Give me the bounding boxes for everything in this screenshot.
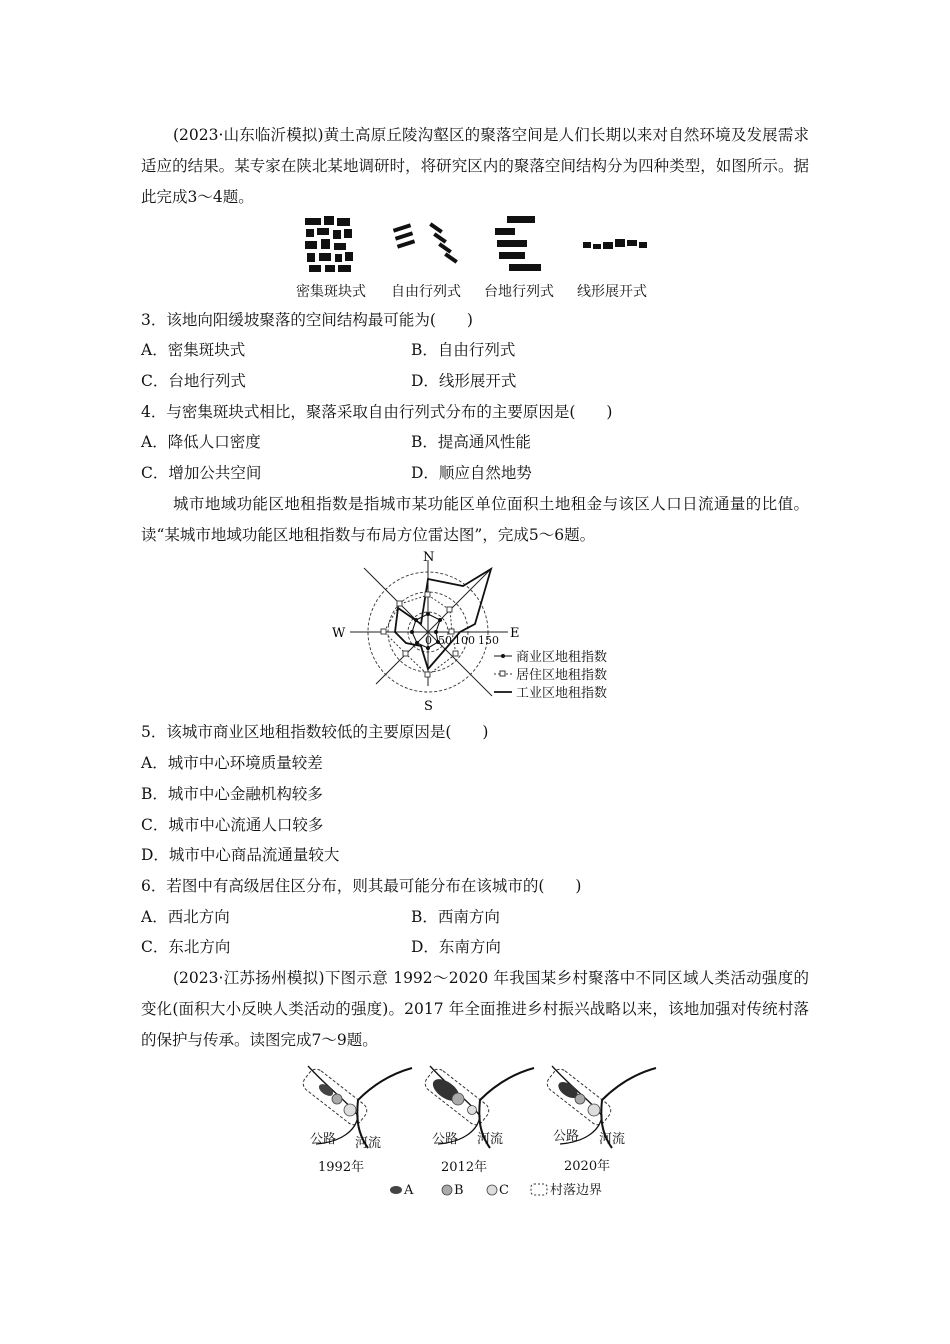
year-label-2012: 2012年 <box>441 1160 488 1175</box>
option-b[interactable]: B．城市中心金融机构较多 <box>141 785 323 803</box>
dense-patch-pattern <box>305 216 353 272</box>
radar-west-label: W <box>332 626 346 641</box>
question-6-options-row-1 <box>141 902 809 932</box>
option-c[interactable]: C．增加公共空间 <box>141 464 262 482</box>
radar-tick-0: 0 <box>425 634 432 647</box>
legend-boundary-label: 村落边界 <box>550 1183 603 1198</box>
option-c[interactable]: C．台地行列式 <box>141 372 246 390</box>
question-5-stem: 5．该城市商业区地租指数较低的主要原因是( ) <box>141 723 489 741</box>
fig1-label-linear: 线形展开式 <box>577 284 647 300</box>
question-4-options-row-2 <box>141 458 809 488</box>
radar-tick-50: 50 <box>438 634 452 647</box>
area-b-marker <box>332 1094 342 1104</box>
road-label-1992: 公路 <box>310 1132 337 1147</box>
option-d[interactable]: D．城市中心商品流通量较大 <box>141 846 340 864</box>
option-b[interactable]: B．提高通风性能 <box>411 433 531 451</box>
legend-commercial: 商业区地租指数 <box>516 650 608 665</box>
legend-a-label: A <box>404 1183 414 1198</box>
road-label-2012: 公路 <box>432 1132 459 1147</box>
settlement-structure-figure <box>295 212 665 276</box>
legend-c-label: C <box>499 1183 509 1198</box>
option-a[interactable]: A．城市中心环境质量较差 <box>141 754 323 772</box>
radar-legend <box>494 649 607 701</box>
intro-paragraph-2: 城市地域功能区地租指数是指城市某功能区单位面积土地租金与该区人口日流通量的比值。读“某城市地域功能区地租指数与布局方位雷达图”，完成5～6题。 <box>141 495 809 544</box>
question-4-stem: 4．与密集斑块式相比，聚落采取自由行列式分布的主要原因是( ) <box>141 403 613 421</box>
option-b[interactable]: B．自由行列式 <box>411 341 516 359</box>
question-6-options-row-2 <box>141 932 809 962</box>
river-label-2020: 河流 <box>599 1132 626 1147</box>
road-label-2020: 公路 <box>553 1129 580 1144</box>
area-b-marker <box>575 1094 585 1104</box>
area-c-marker <box>588 1104 600 1116</box>
radar-tick-150: 150 <box>478 634 499 647</box>
question-3-options-row-1 <box>141 335 809 365</box>
river-label-1992: 河流 <box>355 1136 382 1151</box>
option-d[interactable]: D．东南方向 <box>411 938 501 956</box>
radar-tick-100: 100 <box>454 634 475 647</box>
option-d[interactable]: D．线形展开式 <box>411 372 517 390</box>
linear-spread-pattern <box>583 239 647 249</box>
question-3-options-row-2 <box>141 366 809 396</box>
year-label-1992: 1992年 <box>318 1160 365 1175</box>
option-a[interactable]: A．密集斑块式 <box>141 341 246 359</box>
intro-paragraph-3: (2023·江苏扬州模拟)下图示意 1992～2020 年我国某乡村聚落中不同区域人类活动强度的变化(面积大小反映人类活动的强度)。2017 年全面推进乡村振兴战略以来，该地加强对传统村落的保护与传承。读图完成7～9题。 <box>141 969 809 1049</box>
fig1-label-free: 自由行列式 <box>391 284 461 300</box>
intro-paragraph-1: (2023·山东临沂模拟)黄土高原丘陵沟壑区的聚落空间是人们长期以来对自然环境及发展需求适应的结果。某专家在陕北某地调研时，将研究区内的聚落空间结构分为四种类型，如图所示。据此完成3～4题。 <box>141 126 809 206</box>
fig1-label-terrace: 台地行列式 <box>484 284 554 300</box>
question-4-options-row-1 <box>141 427 809 457</box>
rent-index-radar-chart <box>328 548 628 714</box>
village-legend <box>390 1182 602 1198</box>
fig1-label-dense: 密集斑块式 <box>296 284 366 300</box>
legend-industrial: 工业区地租指数 <box>516 686 608 701</box>
river-label-2012: 河流 <box>477 1132 504 1147</box>
option-a[interactable]: A．降低人口密度 <box>141 433 261 451</box>
question-6-stem: 6．若图中有高级居住区分布，则其最可能分布在该城市的( ) <box>141 877 582 895</box>
terrace-row-pattern <box>495 216 541 271</box>
radar-south-label: S <box>424 699 433 714</box>
free-row-pattern <box>393 222 458 263</box>
village-activity-figure <box>295 1060 665 1210</box>
area-c-marker <box>468 1106 477 1115</box>
option-c[interactable]: C．东北方向 <box>141 938 231 956</box>
year-label-2020: 2020年 <box>564 1159 611 1174</box>
radar-north-label: N <box>423 550 435 565</box>
option-a[interactable]: A．西北方向 <box>141 908 230 926</box>
legend-b-label: B <box>454 1183 464 1198</box>
area-b-marker <box>452 1093 464 1105</box>
option-d[interactable]: D．顺应自然地势 <box>411 464 532 482</box>
option-c[interactable]: C．城市中心流通人口较多 <box>141 816 324 834</box>
question-3-stem: 3．该地向阳缓坡聚落的空间结构最可能为( ) <box>141 311 473 329</box>
option-b[interactable]: B．西南方向 <box>411 908 500 926</box>
radar-east-label: E <box>510 626 520 641</box>
area-c-marker <box>344 1104 356 1116</box>
legend-residential: 居住区地租指数 <box>516 668 608 683</box>
